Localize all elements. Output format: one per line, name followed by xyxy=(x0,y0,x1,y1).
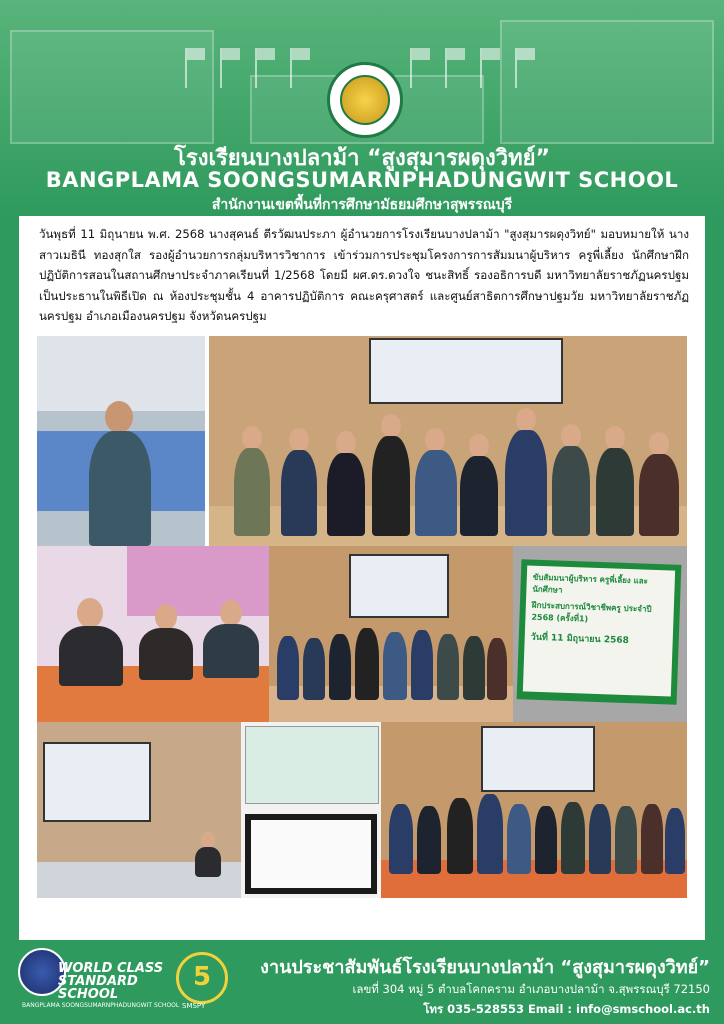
flag-icon xyxy=(255,48,257,88)
world-class-logo-text: WORLD CLASS STANDARD SCHOOL xyxy=(58,961,164,1002)
content-panel xyxy=(19,216,705,940)
flag-icon xyxy=(515,48,517,88)
photo-group-third xyxy=(381,722,687,898)
pr-department-title: งานประชาสัมพันธ์โรงเรียนบางปลาม้า “สูงสุมารผดุงวิทย์” xyxy=(260,957,710,978)
flag-icon xyxy=(220,48,222,88)
flag-icon xyxy=(185,48,187,88)
building-left-graphic xyxy=(10,30,214,144)
footer xyxy=(0,940,724,1024)
article-body: วันพุธที่ 11 มิถุนายน พ.ศ. 2568 นางสุคนธ์ ตีรวัฒนประภา ผู้อำนวยการโรงเรียนบางปลาม้า "สูงสุมารผดุงวิทย์" มอบหมายให้ นางสาวเมธินี ทองสุกใส รองผู้อำนวยการกลุ่มบริหารวิชาการ เข้าร่วมการประชุมโครงการการสัมมนาผู้บริหาร ครูพี่เลี้ยง นักศึกษาฝึกปฏิบัติการสอนในสถานศึกษาประจำภาคเรียนที่ 1/2568 โดยมี ผศ.ดร.ดวงใจ ชนะสิทธิ์ รองอธิการบดี มหาวิทยาลัยราชภัฏนครปฐมเป็นประธานในพิธีเปิด ณ ห้องประชุมชั้น 4 อาคารปฏิบัติการ คณะครุศาสตร์ และศูนย์สาธิตการศึกษาปฐมวัย มหาวิทยาลัยราชภัฏนครปฐม อำเภอเมืองนครปฐม จังหวัดนครปฐม xyxy=(39,227,689,323)
five-year-logo-icon: 5 xyxy=(176,952,228,1004)
world-class-logo-subtext: BANGPLAMA SOONGSUMARNPHADUNGWIT SCHOOL xyxy=(22,1002,180,1009)
slide-line-3: วันที่ 11 มิถุนายน 2568 xyxy=(530,632,629,647)
header-banner xyxy=(0,0,724,215)
flag-icon xyxy=(480,48,482,88)
photo-group-main xyxy=(209,336,687,546)
school-name-english: BANGPLAMA SOONGSUMARNPHADUNGWIT SCHOOL xyxy=(45,168,679,192)
flag-icon xyxy=(410,48,412,88)
photo-presentation-slides xyxy=(241,722,381,898)
flag-icon xyxy=(290,48,292,88)
slide-line-1: ขับสัมมนาผู้บริหาร ครูพี่เลี้ยง และนักศึกษา xyxy=(532,572,649,595)
flag-icon xyxy=(445,48,447,88)
photo-stage-presenter xyxy=(37,722,241,898)
photo-seated-attendees xyxy=(37,546,269,722)
photo-woman-portrait xyxy=(37,336,205,546)
school-address: เลขที่ 304 หมู่ 5 ตำบลโคกคราม อำเภอบางปลาม้า จ.สุพรรณบุรี 72150 xyxy=(352,982,710,996)
five-year-logo-subtext: SMSPY xyxy=(182,1002,206,1010)
education-office: สำนักงานเขตพื้นที่การศึกษามัธยมศึกษาสุพรรณบุรี xyxy=(211,197,513,213)
building-right-graphic xyxy=(500,20,714,144)
photo-slide-screen xyxy=(513,546,687,722)
school-emblem-icon xyxy=(327,62,403,138)
school-name-thai: โรงเรียนบางปลาม้า “สูงสุมารผดุงวิทย์” xyxy=(174,146,550,171)
slide-line-2: ฝึกประสบการณ์วิชาชีพครู ประจำปี 2568 (ครั้งที่1) xyxy=(531,600,652,624)
photo-group-secondary xyxy=(269,546,513,722)
school-contact: โทร 035-528553 Email : info@smschool.ac.th xyxy=(423,1002,710,1016)
